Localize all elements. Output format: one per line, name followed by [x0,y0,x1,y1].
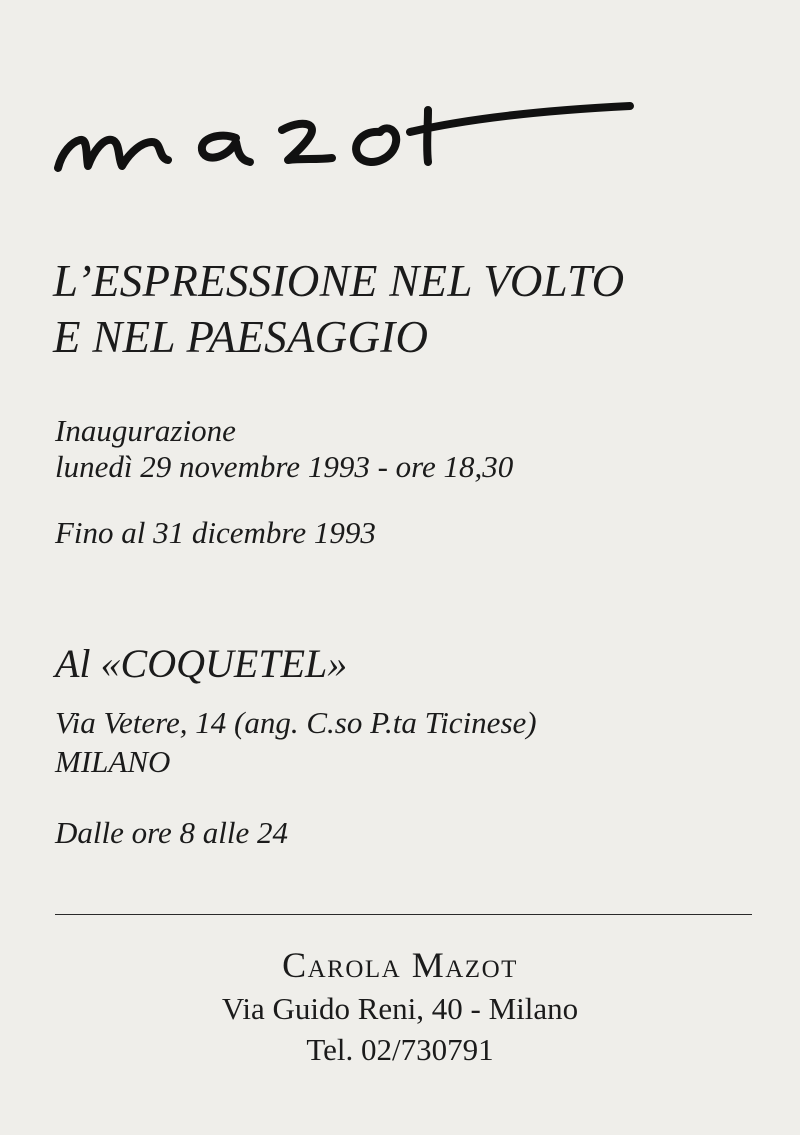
divider [55,914,752,915]
venue-hours: Dalle ore 8 alle 24 [55,815,289,850]
exhibition-title [53,253,624,365]
venue-name: Al «COQUETEL» [55,641,348,686]
title-line-2: E NEL PAESAGGIO [53,312,429,362]
handwritten-signature [50,80,650,210]
venue-address: Via Vetere, 14 (ang. C.so P.ta Ticinese) [55,705,537,740]
contact-address: Via Guido Reni, 40 - Milano [221,991,579,1026]
opening-datetime: lunedì 29 novembre 1993 - ore 18,30 [55,449,514,484]
opening-label: Inaugurazione [55,413,236,448]
closing-date: Fino al 31 dicembre 1993 [55,515,376,550]
venue-city: MILANO [55,744,171,779]
contact-phone: Tel. 02/730791 [306,1032,494,1067]
contact-name: Carola Mazot [282,945,518,985]
title-line-1: L’ESPRESSIONE NEL VOLTO [53,256,625,306]
